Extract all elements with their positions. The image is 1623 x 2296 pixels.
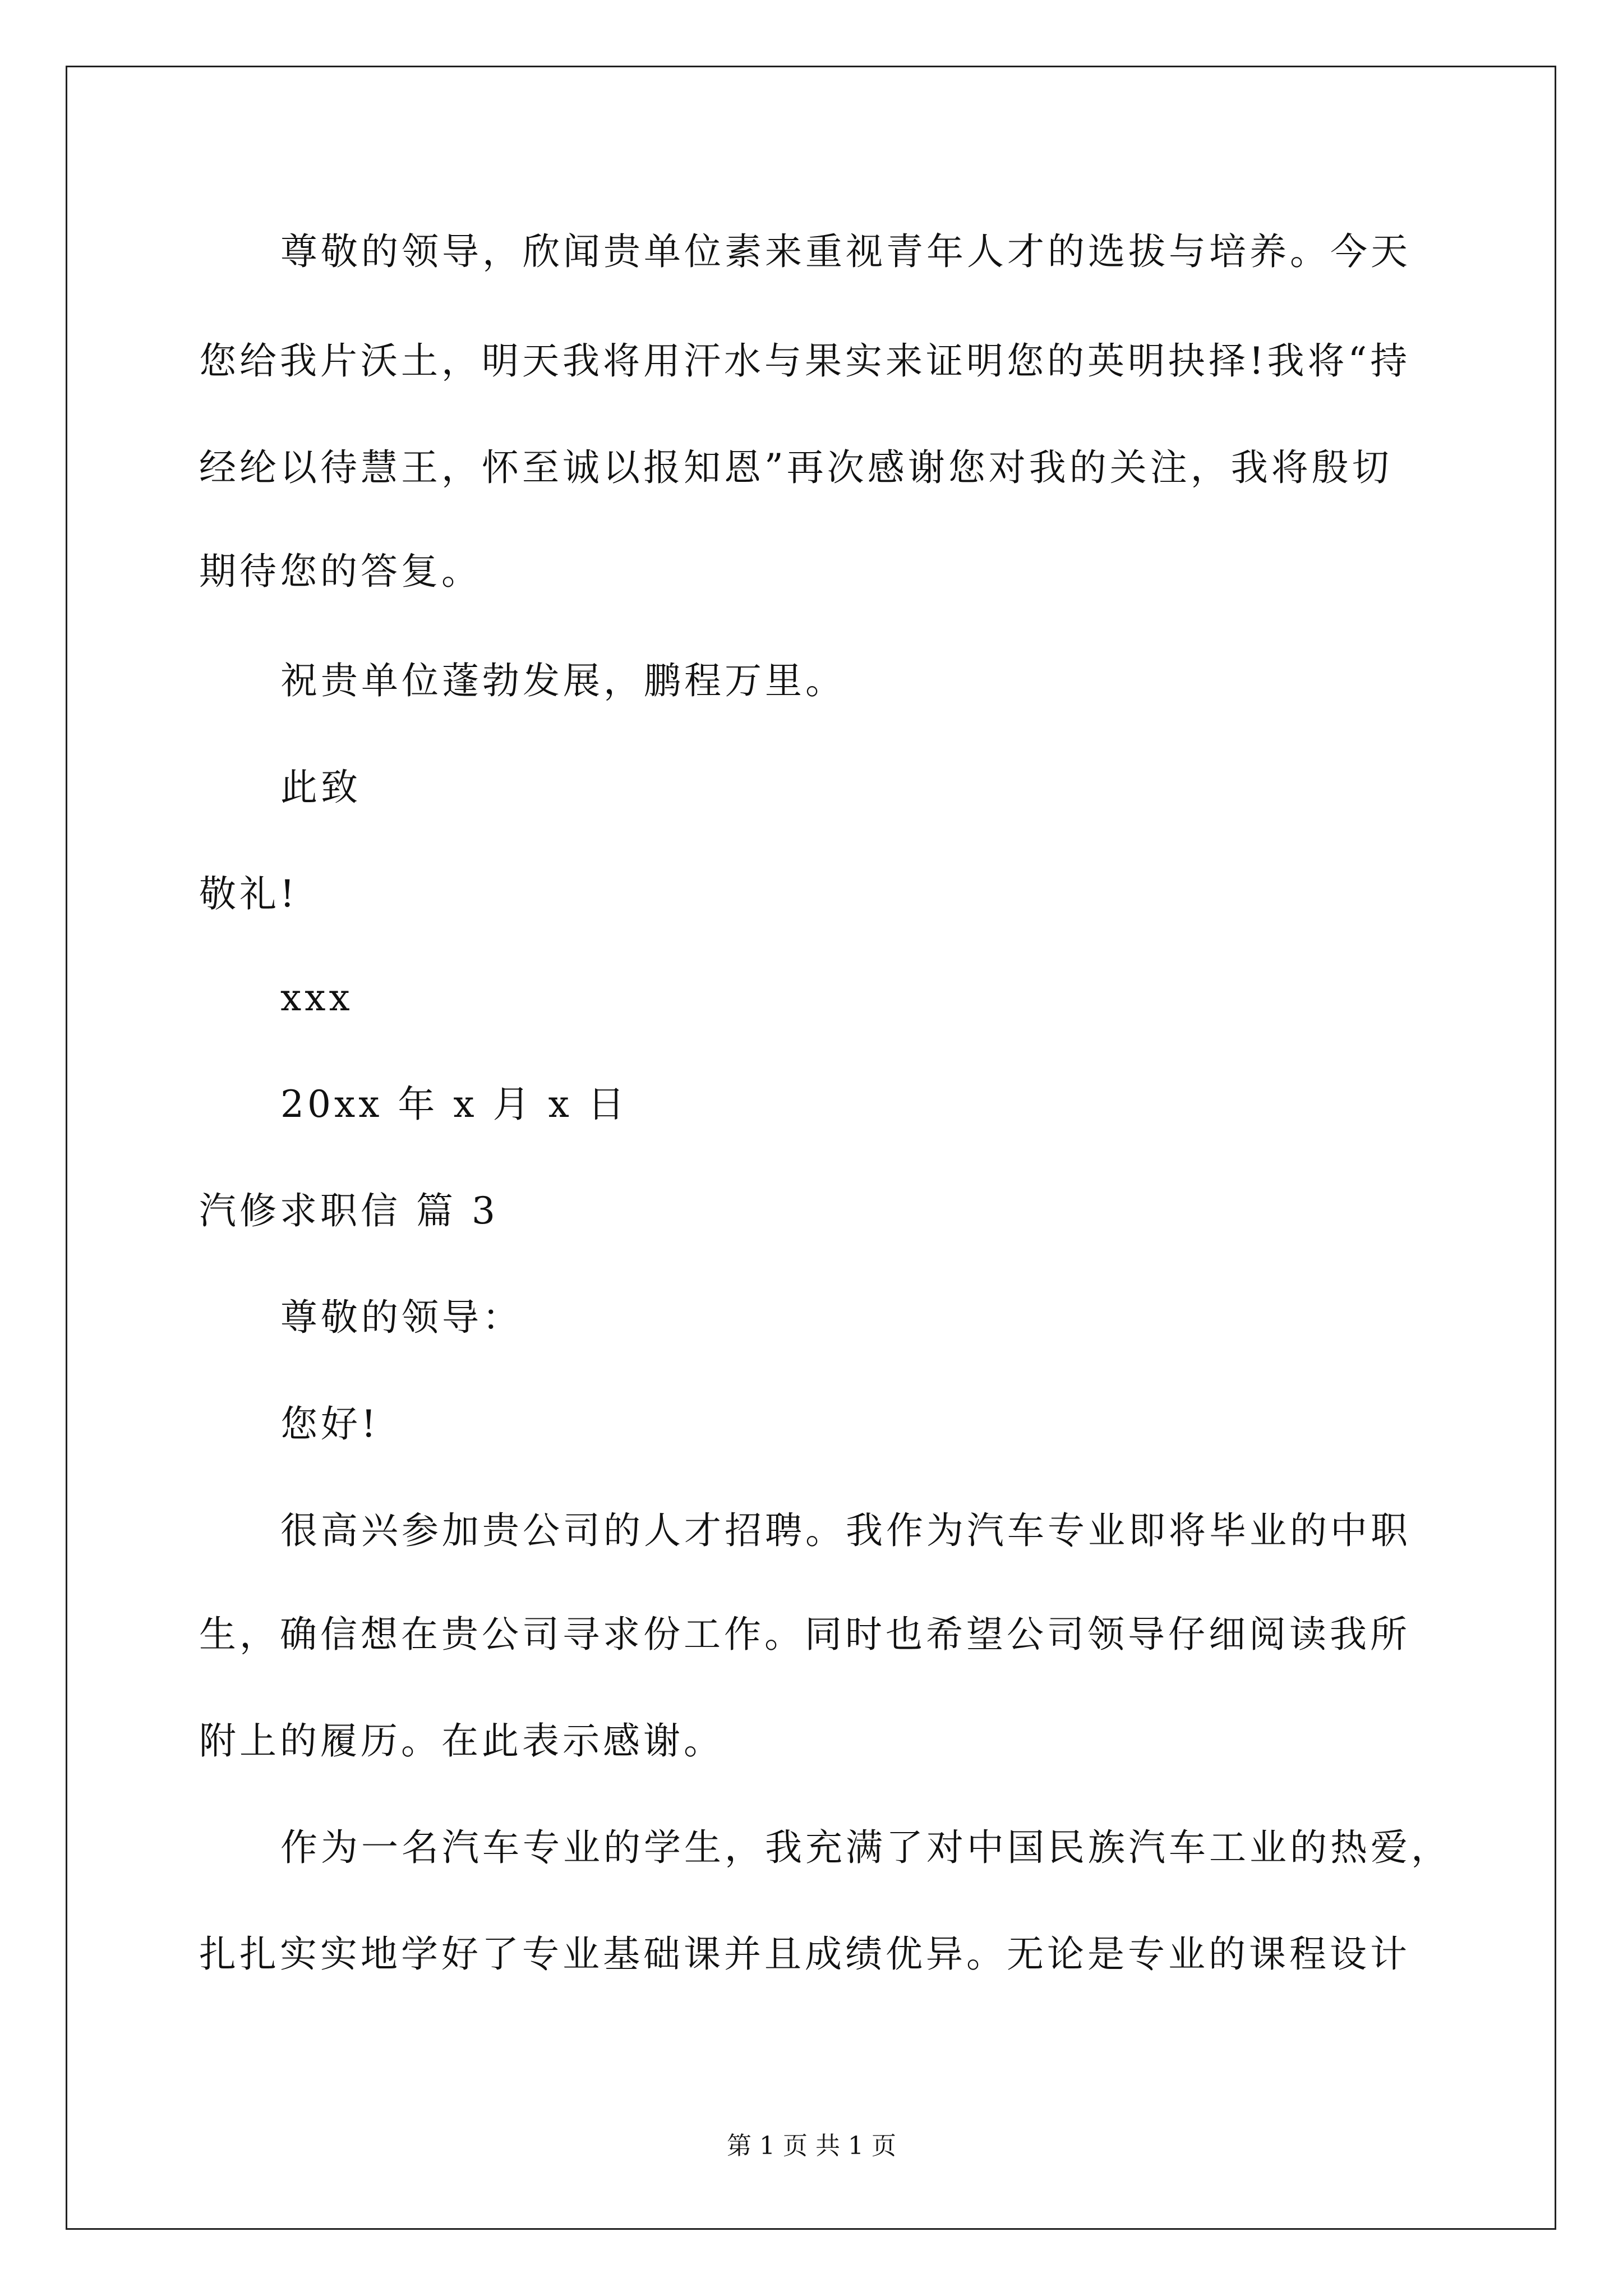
- paragraph-line: 尊敬的领导，欣闻贵单位素来重视青年人才的选拔与培养。今天: [280, 230, 1411, 273]
- closing-line: 此致: [280, 766, 361, 809]
- paragraph-line: 作为一名汽车专业的学生，我充满了对中国民族汽车工业的热爱，: [280, 1826, 1451, 1869]
- page-border: [66, 66, 1556, 2230]
- paragraph-line: 很高兴参加贵公司的人才招聘。我作为汽车专业即将毕业的中职: [280, 1509, 1411, 1552]
- paragraph-line: 扎扎实实地学好了专业基础课并且成绩优异。无论是专业的课程设计: [199, 1932, 1410, 1976]
- greeting-line: 您好!: [280, 1402, 380, 1446]
- section-heading: 汽修求职信 篇 3: [199, 1189, 499, 1232]
- salutation-line: 敬礼!: [199, 872, 298, 915]
- greeting-line: 尊敬的领导：: [280, 1296, 523, 1339]
- paragraph-line: 您给我片沃土，明天我将用汗水与果实来证明您的英明抉择!我将“持: [199, 339, 1411, 383]
- paragraph-line: 附上的履历。在此表示感谢。: [199, 1719, 724, 1763]
- page-number-footer: 第 1 页 共 1 页: [727, 2132, 896, 2160]
- signature-date: 20xx 年 x 月 x 日: [280, 1083, 628, 1126]
- signature-name: xxx: [280, 976, 353, 1019]
- paragraph-line: 期待您的答复。: [199, 550, 482, 593]
- paragraph-line: 经纶以待慧王，怀至诚以报知恩”再次感谢您对我的关注，我将殷切: [199, 446, 1393, 489]
- paragraph-line: 生，确信想在贵公司寻求份工作。同时也希望公司领导仔细阅读我所: [199, 1613, 1410, 1656]
- paragraph-line: 祝贵单位蓬勃发展，鹏程万里。: [280, 659, 846, 702]
